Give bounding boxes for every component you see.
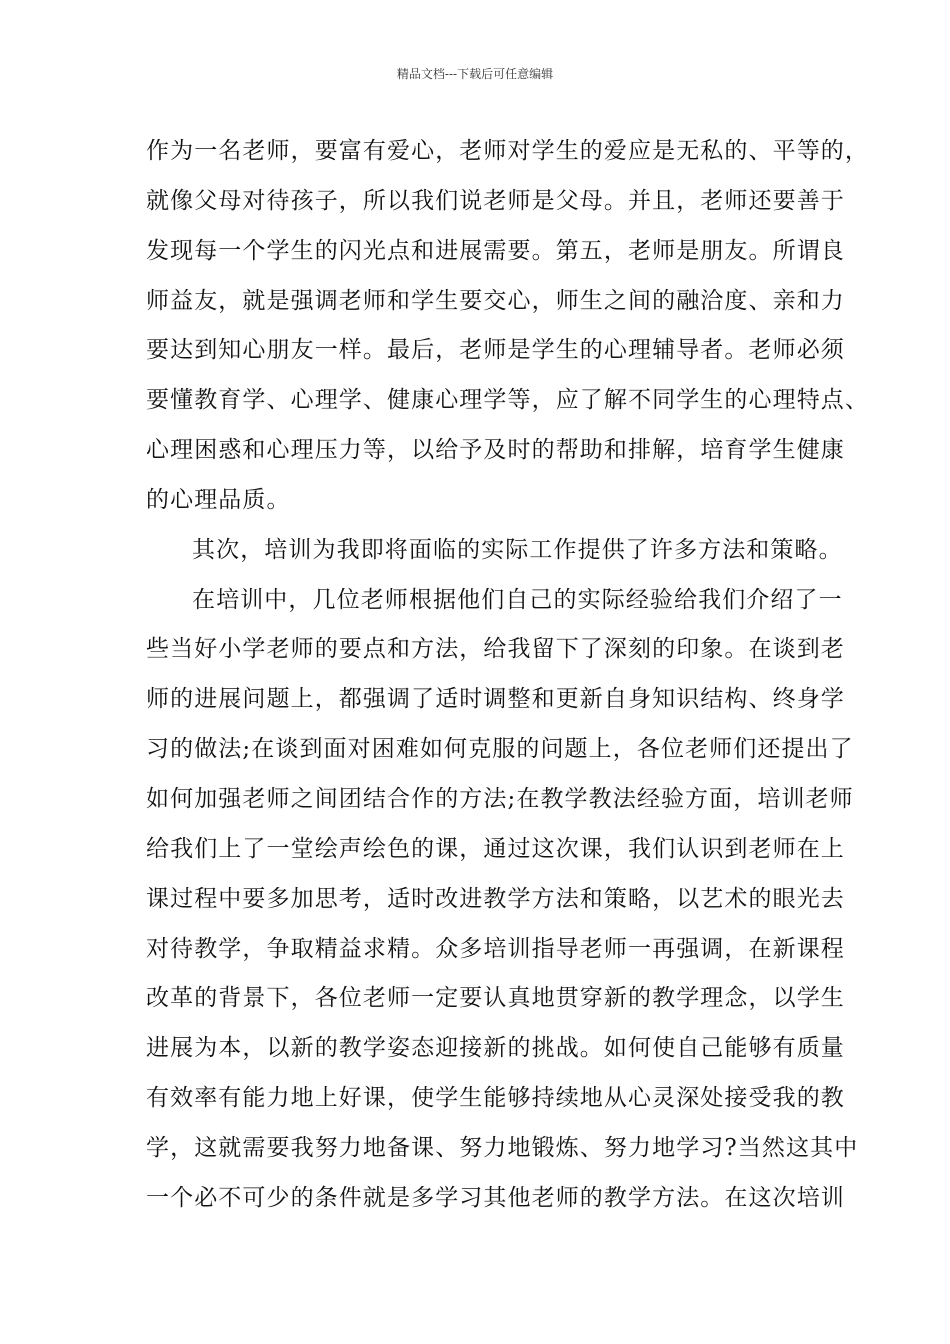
document-body: [146, 129, 869, 1226]
text-line: 进展为本，以新的教学姿态迎接新的挑战。如何使自己能够有质量: [146, 1035, 845, 1062]
text-line: 如何加强老师之间团结合作的方法;在教学教法经验方面，培训老师: [146, 785, 854, 812]
text-line: 改革的背景下，各位老师一定要认真地贯穿新的教学理念，以学生: [146, 985, 845, 1012]
text-line: 给我们上了一堂绘声绘色的课，通过这次课，我们认识到老师在上: [146, 835, 845, 862]
text-line: 的心理品质。: [146, 486, 291, 513]
text-line: 课过程中要多加思考，适时改进教学方法和策略，以艺术的眼光去: [146, 885, 845, 912]
text-line: 有效率有能力地上好课，使学生能够持续地从心灵深处接受我的教: [146, 1085, 845, 1112]
text-line: 学，这就需要我努力地备课、努力地锻炼、努力地学习?当然这其中: [146, 1134, 859, 1161]
text-line: 习的做法;在谈到面对困难如何克服的问题上，各位老师们还提出了: [146, 736, 854, 763]
text-line: 就像父母对待孩子，所以我们说老师是父母。并且，老师还要善于: [146, 187, 845, 214]
text-line: 心理困惑和心理压力等，以给予及时的帮助和排解，培育学生健康: [146, 437, 845, 464]
text-line: 对待教学，争取精益求精。众多培训指导老师一再强调，在新课程: [146, 935, 845, 962]
text-line: 师益友，就是强调老师和学生要交心，师生之间的融洽度、亲和力: [146, 287, 845, 314]
paragraph-first-line: 在培训中，几位老师根据他们自己的实际经验给我们介绍了一: [192, 586, 843, 613]
paragraph-first-line: 其次，培训为我即将面临的实际工作提供了许多方法和策略。: [192, 536, 843, 563]
text-line: 一个必不可少的条件就是多学习其他老师的教学方法。在这次培训: [146, 1184, 845, 1211]
text-line: 发现每一个学生的闪光点和进展需要。第五，老师是朋友。所谓良: [146, 237, 845, 264]
text-line: 要达到知心朋友一样。最后，老师是学生的心理辅导者。老师必须: [146, 337, 845, 364]
text-line: 师的进展问题上，都强调了适时调整和更新自身知识结构、终身学: [146, 686, 845, 713]
text-line: 要懂教育学、心理学、健康心理学等，应了解不同学生的心理特点、: [146, 387, 869, 414]
text-line: 些当好小学老师的要点和方法，给我留下了深刻的印象。在谈到老: [146, 636, 845, 663]
page-header: 精品文档---下载后可任意编辑: [396, 67, 554, 81]
text-line: 作为一名老师，要富有爱心，老师对学生的爱应是无私的、平等的，: [146, 138, 869, 164]
